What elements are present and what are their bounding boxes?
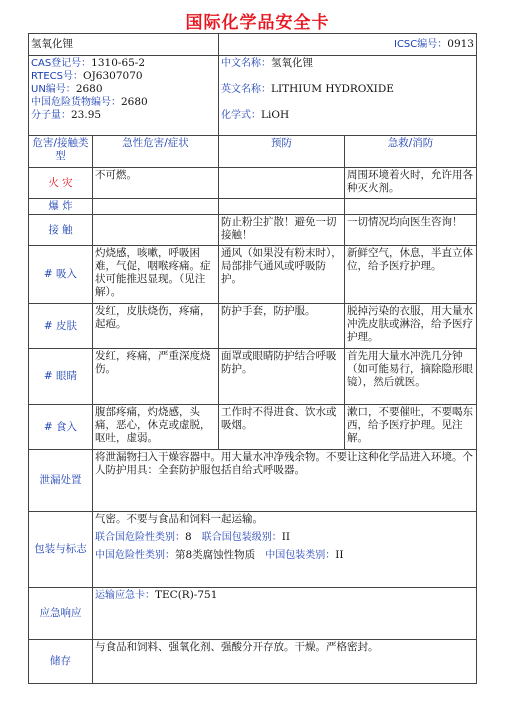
row-spill-label: 泄漏处置	[29, 450, 93, 512]
row-inhalation-prevention: 通风（如果没有粉末时），局部排气通风或呼吸防护。	[219, 246, 345, 304]
rtecs-value: OJ6307070	[82, 70, 143, 82]
row-packaging-text	[93, 512, 477, 588]
row-emergency	[29, 588, 477, 640]
header-prevention: 预防	[219, 136, 345, 168]
row-skin-acute: 发红，皮肤烧伤，疼痛，起疱。	[93, 304, 219, 349]
icsc-value: 0913	[447, 38, 474, 50]
cas-label: CAS登记号：	[31, 58, 92, 69]
icsc-cell	[219, 34, 477, 56]
cn-name-label: 中文名称：	[221, 58, 271, 69]
row-ingestion-acute: 腹部疼痛，灼烧感，头痛，恶心，休克或虚脱，呕吐，虚弱。	[93, 405, 219, 450]
formula-label: 化学式：	[221, 110, 261, 121]
molecular-weight-label: 分子量：	[31, 110, 71, 121]
header-acute: 急性危害/症状	[93, 136, 219, 168]
row-ingestion	[29, 405, 477, 450]
row-ingestion-label: # 食入	[29, 405, 93, 450]
row-inhalation-first-aid: 新鲜空气，休息，半直立体位，给予医疗护理。	[345, 246, 477, 304]
row-skin-prevention: 防护手套，防护服。	[219, 304, 345, 349]
packaging-line1: 气密。不要与食品和饲料一起运输。	[95, 513, 263, 525]
row-spill	[29, 450, 477, 512]
un-pack-label: 联合国包装级别：	[201, 532, 282, 543]
chemical-name-cell	[29, 34, 219, 56]
rtecs-label: RTECS号：	[31, 71, 83, 82]
row-fire	[29, 168, 477, 199]
row-contact-acute	[93, 215, 219, 246]
cn-hazard-number-label: 中国危险货物编号：	[31, 97, 121, 108]
row-explosion	[29, 199, 477, 215]
cn-name-value: 氢氧化锂	[271, 57, 313, 69]
row-ingestion-prevention: 工作时不得进食、饮水或吸烟。	[219, 405, 345, 450]
chemical-name: 氢氧化锂	[31, 38, 73, 50]
row-storage	[29, 640, 477, 684]
cn-class-value: 第8类腐蚀性物质	[175, 549, 256, 561]
cn-pack-value: II	[335, 549, 344, 561]
row-explosion-label: 爆 炸	[29, 199, 93, 215]
row-skin-first-aid: 脱掉污染的衣服，用大量水冲洗皮肤或淋浴，给予医疗护理。	[345, 304, 477, 349]
en-name-value: LITHIUM HYDROXIDE	[271, 83, 394, 95]
safety-card-table	[28, 33, 477, 684]
row-packaging-label: 包装与标志	[29, 512, 93, 588]
names-cell	[219, 56, 477, 136]
row-packaging	[29, 512, 477, 588]
cn-pack-label: 中国包装类别：	[265, 550, 336, 561]
un-pack-value: II	[281, 531, 290, 543]
row-eyes-prevention: 面罩或眼睛防护结合呼吸防护。	[219, 349, 345, 405]
row-eyes-acute: 发红，疼痛，严重深度烧伤。	[93, 349, 219, 405]
row-eyes-first-aid: 首先用大量水冲洗几分钟（如可能易行，摘除隐形眼镜），然后就医。	[345, 349, 477, 405]
row-storage-label: 储存	[29, 640, 93, 684]
cn-hazard-number-value: 2680	[121, 96, 148, 108]
row-ingestion-first-aid: 漱口，不要催吐，不要喝东西，给予医疗护理。见注解。	[345, 405, 477, 450]
row-fire-label: 火 灾	[29, 168, 93, 199]
un-class-label: 联合国危险性类别：	[95, 532, 185, 543]
row-fire-first-aid: 周围环境着火时，允许用各种灭火剂。	[345, 168, 477, 199]
row-inhalation-label: # 吸入	[29, 246, 93, 304]
row-contact-label: 接 触	[29, 215, 93, 246]
header-type: 危害/接触类型	[29, 136, 93, 168]
row-inhalation	[29, 246, 477, 304]
row-skin-label: # 皮肤	[29, 304, 93, 349]
row-explosion-prevention	[219, 199, 345, 215]
row-explosion-acute	[93, 199, 219, 215]
row-contact-first-aid: 一切情况均向医生咨询！	[345, 215, 477, 246]
row-eyes	[29, 349, 477, 405]
un-number-value: 2680	[75, 83, 103, 95]
emergency-card-value: TEC(R)-751	[155, 589, 218, 601]
row-emergency-label: 应急响应	[29, 588, 93, 640]
emergency-card-label: 运输应急卡：	[95, 590, 155, 601]
molecular-weight-value: 23.95	[71, 109, 102, 121]
row-fire-prevention	[219, 168, 345, 199]
row-contact-prevention: 防止粉尘扩散！避免一切接触！	[219, 215, 345, 246]
cas-value: 1310-65-2	[91, 57, 146, 69]
row-contact	[29, 215, 477, 246]
cn-class-label: 中国危险性类别：	[95, 550, 175, 561]
row-eyes-label: # 眼睛	[29, 349, 93, 405]
row-inhalation-acute: 灼烧感，咳嗽，呼吸困难，气促，咽喉疼痛。症状可能推迟显现。（见注解）。	[93, 246, 219, 304]
en-name-label: 英文名称：	[221, 84, 271, 95]
card-title: 国际化学品安全卡	[185, 13, 330, 33]
header-first-aid: 急救/消防	[345, 136, 477, 168]
un-number-label: UN编号：	[31, 84, 76, 95]
row-spill-text: 将泄漏物扫入干燥容器中。用大量水冲净残余物。不要让这种化学品进入环境。个人防护用具：全套防护服包括自给式呼吸器。	[93, 450, 477, 512]
identifiers-cell	[29, 56, 219, 136]
row-skin	[29, 304, 477, 349]
row-fire-acute: 不可燃。	[93, 168, 219, 199]
icsc-label: ICSC编号：	[394, 39, 448, 50]
row-storage-text: 与食品和饲料、强氧化剂、强酸分开存放。干燥。严格密封。	[93, 640, 477, 684]
un-class-value: 8	[185, 531, 192, 543]
row-emergency-text	[93, 588, 477, 640]
row-explosion-first-aid	[345, 199, 477, 215]
formula-value: LiOH	[261, 109, 290, 121]
